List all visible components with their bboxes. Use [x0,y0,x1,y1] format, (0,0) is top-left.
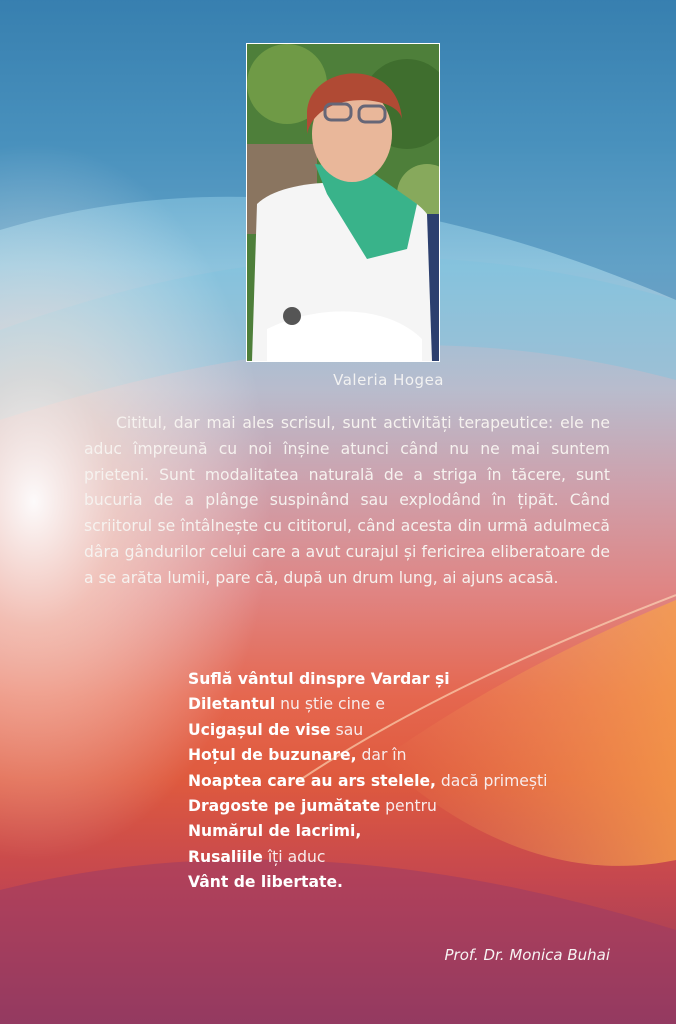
signature: Prof. Dr. Monica Buhai [444,946,610,964]
poem-line: Diletantul nu știe cine e [188,695,385,714]
poem-line: Suflă vântul dinspre Vardar și [188,670,450,688]
titles-poem [188,667,608,896]
poem-line: Ucigașul de vise sau [188,720,364,739]
author-photo [246,43,440,362]
poem-line: Noaptea care au ars stelele, dacă primești [188,771,548,790]
photo-caption: Valeria Hogea [333,371,444,389]
poem-line: Vânt de libertate. [188,873,343,892]
poem-line: Numărul de lacrimi, [188,822,362,841]
portrait-photo-icon [247,44,439,361]
intro-paragraph: Cititul, dar mai ales scrisul, sunt activități terapeutice: ele ne aduc împreună cu noi înșine atunci când nu ne mai suntem prieteni. Sunt modalitatea naturală de a striga în tăcere, sunt bucuria de a plânge suspinând sau explodând în țipăt. Când scriitorul se întâlnește cu cititorul, când acesta din urmă adulmecă dâra gândurilor celui care a avut curajul și fericirea eliberatoare de a se arăta lumii, pare că, după un drum lung, ai ajuns acasă. [84,414,610,587]
poem-line: Dragoste pe jumătate pentru [188,797,437,816]
poem-line: Rusaliile îți aduc [188,847,326,866]
poem-line: Hoțul de buzunare, dar în [188,746,407,765]
